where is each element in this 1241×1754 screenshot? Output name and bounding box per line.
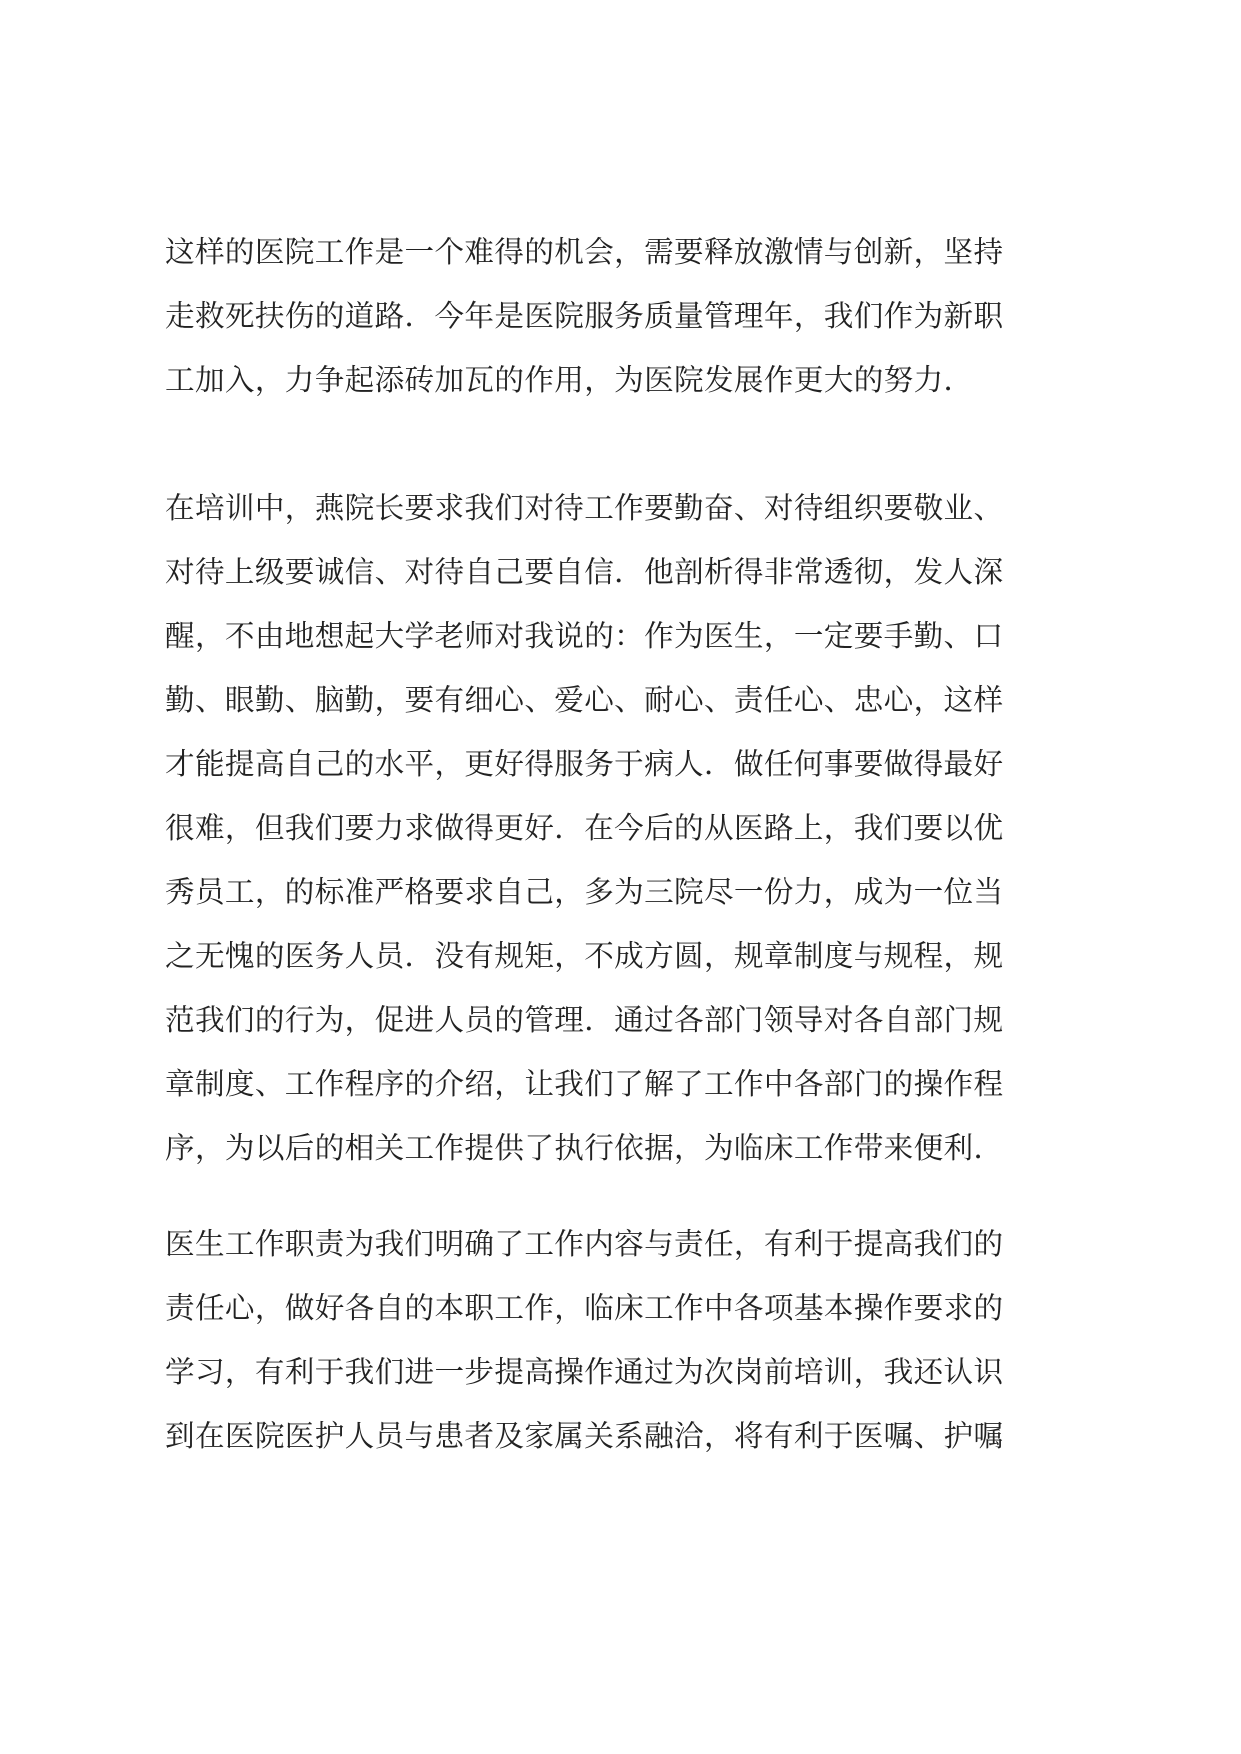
paragraph-line: 勤、眼勤、脑勤，要有细心、爱心、耐心、责任心、忠心，这样 xyxy=(165,683,1004,717)
paragraph-line: 走救死扶伤的道路．今年是医院服务质量管理年，我们作为新职 xyxy=(165,299,1004,333)
paragraph-line: 章制度、工作程序的介绍，让我们了解了工作中各部门的操作程 xyxy=(165,1067,1004,1101)
paragraph-line: 秀员工，的标准严格要求自己，多为三院尽一份力，成为一位当 xyxy=(165,875,1004,909)
paragraph-line: 在培训中，燕院长要求我们对待工作要勤奋、对待组织要敬业、 xyxy=(165,491,1004,525)
paragraph-line: 医生工作职责为我们明确了工作内容与责任，有利于提高我们的 xyxy=(165,1227,1004,1261)
paragraph-line: 责任心，做好各自的本职工作，临床工作中各项基本操作要求的 xyxy=(165,1291,1004,1325)
paragraph-line: 到在医院医护人员与患者及家属关系融洽，将有利于医嘱、护嘱 xyxy=(165,1419,1004,1453)
paragraph-line: 序，为以后的相关工作提供了执行依据，为临床工作带来便利． xyxy=(165,1131,1004,1165)
paragraph-line: 才能提高自己的水平，更好得服务于病人．做任何事要做得最好 xyxy=(165,747,1004,781)
paragraph-line: 醒，不由地想起大学老师对我说的：作为医生，一定要手勤、口 xyxy=(165,619,1004,653)
paragraph-line: 很难，但我们要力求做得更好．在今后的从医路上，我们要以优 xyxy=(165,811,1004,845)
paragraph-line: 对待上级要诚信、对待自己要自信．他剖析得非常透彻，发人深 xyxy=(165,555,1004,589)
paragraph-line: 范我们的行为，促进人员的管理．通过各部门领导对各自部门规 xyxy=(165,1003,1004,1037)
paragraph-line: 学习，有利于我们进一步提高操作通过为次岗前培训，我还认识 xyxy=(165,1355,1004,1389)
paragraph-line: 工加入，力争起添砖加瓦的作用，为医院发展作更大的努力． xyxy=(165,363,974,397)
paragraph-line: 这样的医院工作是一个难得的机会，需要释放激情与创新，坚持 xyxy=(165,235,1004,269)
paragraph-line: 之无愧的医务人员．没有规矩，不成方圆，规章制度与规程，规 xyxy=(165,939,1004,973)
